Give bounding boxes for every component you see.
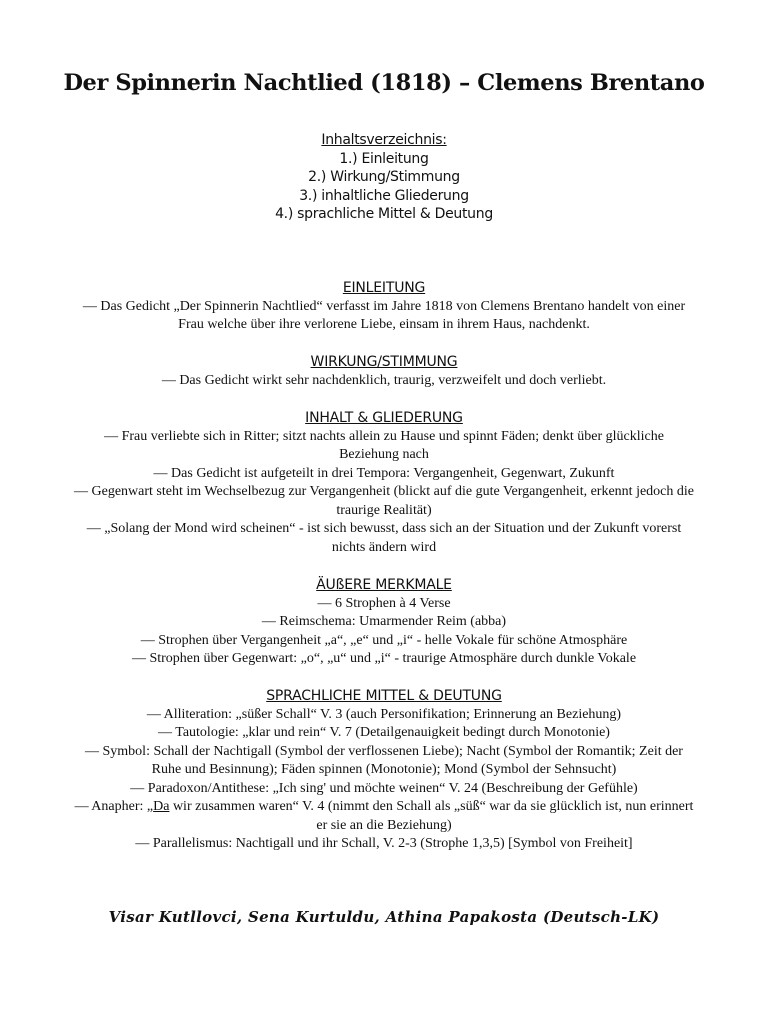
anapher-prefix: — Anapher: „ xyxy=(74,799,154,814)
section-line: — Parallelismus: Nachtigall und ihr Schall, V. 2-3 (Strophe 1,3,5) [Symbol von Freiheit] xyxy=(135,836,633,851)
section-line: — Paradoxon/Antithese: „Ich sing' und möchte weinen“ V. 24 (Beschreibung der Gefühle) xyxy=(130,780,638,796)
section-heading: SPRACHLICHE MITTEL & DEUTUNG xyxy=(266,688,502,704)
section-heading: ÄUßERE MERKMALE xyxy=(316,577,452,593)
section-line: — Strophen über Vergangenheit „a“, „e“ und „i“ - helle Vokale für schöne Atmosphäre xyxy=(140,632,628,648)
toc-item: 3.) inhaltliche Gliederung xyxy=(299,187,469,204)
section-wirkung xyxy=(74,353,694,390)
table-of-contents xyxy=(0,131,768,224)
section-einleitung xyxy=(74,279,694,335)
section-line: — Strophen über Gegenwart: „o“, „u“ und „i“ - traurige Atmosphäre durch dunkle Vokale xyxy=(131,651,637,666)
toc-item: 2.) Wirkung/Stimmung xyxy=(308,169,460,185)
anapher-underlined-word: Da xyxy=(153,799,170,814)
section-heading: WIRKUNG/STIMMUNG xyxy=(310,354,458,370)
section-line: — Das Gedicht wirkt sehr nachdenklich, traurig, verzweifelt und doch verliebt. xyxy=(161,372,607,388)
section-line: — Symbol: Schall der Nachtigall (Symbol der verflossenen Liebe); Nacht (Symbol der Romantik; Zeit der Ruhe und Besinnung); Fäden spinnen (Monotonie); Mond (Symbol der Sehnsucht) xyxy=(85,743,683,777)
section-line: — Tautologie: „klar und rein“ V. 7 (Detailgenauigkeit bedingt durch Monotonie) xyxy=(158,725,610,740)
section-line: — Frau verliebte sich in Ritter; sitzt nachts allein zu Hause und spinnt Fäden; denkt über glückliche Beziehung nach xyxy=(104,428,664,462)
toc-heading: Inhaltsverzeichnis: xyxy=(321,132,447,148)
section-inhalt xyxy=(74,409,694,557)
section-line: — Reimschema: Umarmender Reim (abba) xyxy=(261,614,507,629)
toc-item: 1.) Einleitung xyxy=(339,150,429,167)
section-line: — Gegenwart steht im Wechselbezug zur Vergangenheit (blickt auf die gute Vergangenheit, erkennt jedoch die traurige Realität) xyxy=(74,484,694,518)
section-line: — Das Gedicht ist aufgeteilt in drei Tempora: Vergangenheit, Gegenwart, Zukunft xyxy=(153,465,615,481)
section-line: — Das Gedicht „Der Spinnerin Nachtlied“ verfasst im Jahre 1818 von Clemens Brentano handelt von einer Frau welche über ihre verlorene Liebe, einsam in ihrem Haus, nachdenkt. xyxy=(82,298,686,332)
document-title: Der Spinnerin Nachtlied (1818) – Clemens Brentano xyxy=(63,70,705,96)
section-line: — 6 Strophen à 4 Verse xyxy=(317,595,451,611)
authors-line: Visar Kutllovci, Sena Kurtuldu, Athina Papakosta (Deutsch-LK) xyxy=(108,908,660,926)
section-heading: INHALT & GLIEDERUNG xyxy=(305,410,463,426)
section-mittel xyxy=(74,687,694,854)
section-heading: EINLEITUNG xyxy=(342,280,426,296)
section-line-anapher xyxy=(74,798,694,835)
section-merkmale xyxy=(74,576,694,669)
anapher-rest: wir zusammen waren“ V. 4 (nimmt den Schall als „süß“ war da sie glücklich ist, nun erinnert er sie an die Beziehung) xyxy=(169,799,694,833)
section-line: — Alliteration: „süßer Schall“ V. 3 (auch Personifikation; Erinnerung an Beziehung) xyxy=(146,706,622,722)
toc-item: 4.) sprachliche Mittel & Deutung xyxy=(275,206,493,222)
section-line: — „Solang der Mond wird scheinen“ - ist sich bewusst, dass sich an der Situation und der Zukunft vorerst nichts ändern wird xyxy=(86,521,682,555)
